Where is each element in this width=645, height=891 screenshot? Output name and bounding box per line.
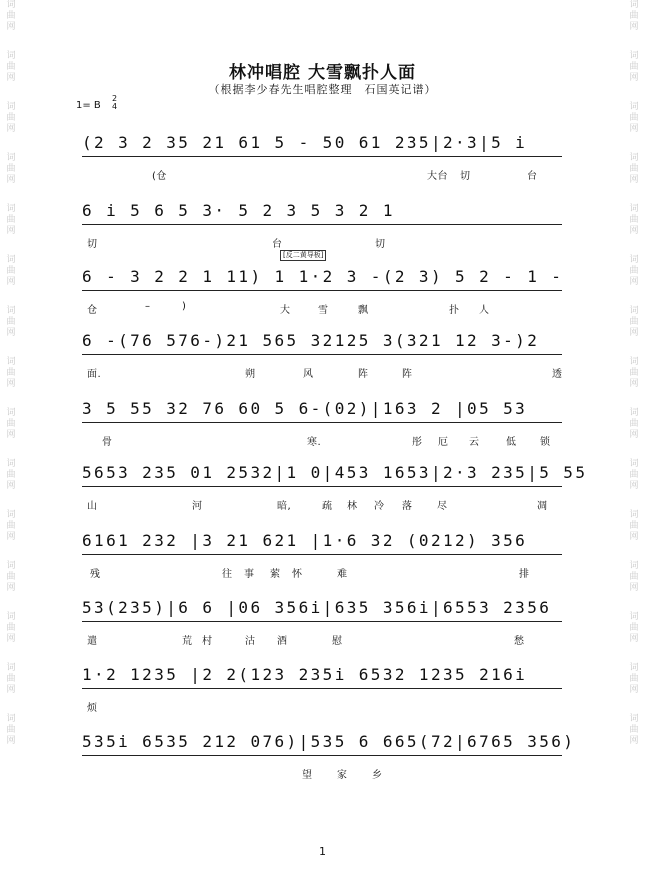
meter-top: 2	[112, 94, 118, 103]
lyric-char: 低	[506, 437, 517, 448]
lyric-char: 往	[222, 569, 233, 580]
notation-line: 6 -(76 576-)21 565 32125 3(321 12 3-)2	[82, 330, 562, 355]
lyric-line	[82, 365, 562, 379]
section-tag: [反二黄导板]	[280, 250, 326, 261]
notation-row	[82, 266, 562, 315]
lyric-char: 面.	[87, 369, 102, 380]
lyric-char: 人	[479, 305, 490, 316]
lyric-line	[82, 632, 562, 646]
lyric-char: 事	[244, 569, 255, 580]
lyric-char: 难	[337, 569, 348, 580]
lyric-char: 慰	[332, 636, 343, 647]
page-number: 1	[319, 845, 326, 858]
notation-row	[82, 530, 562, 579]
page-subtitle: （根据李少春先生唱腔整理 石国英记谱）	[208, 83, 437, 96]
lyric-char: –	[145, 301, 151, 312]
lyric-char: 大	[280, 305, 291, 316]
lyric-char: 风	[303, 369, 314, 380]
notation-line: 6161 232 |3 21 621 |1·6 32 (0212) 356	[82, 530, 562, 555]
lyric-char: 台	[272, 239, 283, 250]
lyric-char: 厄	[438, 437, 449, 448]
lyric-char: 仓	[87, 305, 98, 316]
watermark-right: 词曲网 词曲网 词曲网 词曲网 词曲网 词曲网 词曲网 词曲网 词曲网 词曲网 词曲网 词曲网 词曲网 词曲网 词曲网	[629, 0, 639, 746]
lyric-char: 暗,	[277, 501, 292, 512]
lyric-line	[82, 766, 562, 780]
lyric-char: 云	[469, 437, 480, 448]
lyric-line	[82, 565, 562, 579]
lyric-char: 雪	[318, 305, 329, 316]
lyric-char: 切	[375, 239, 386, 250]
lyric-char: 沽	[245, 636, 256, 647]
lyric-char: 切	[460, 171, 471, 182]
lyric-char: 酒	[277, 636, 288, 647]
notation-row	[82, 132, 562, 181]
lyric-char: (仓	[152, 171, 167, 182]
notation-line: 6 i 5 6 5 3· 5 2 3 5 3 2 1	[82, 200, 562, 225]
lyric-char: 河	[192, 501, 203, 512]
lyric-char: 彤	[412, 437, 423, 448]
lyric-char: 疏	[322, 501, 333, 512]
lyric-line	[82, 497, 562, 511]
notation-row	[82, 597, 562, 646]
notation-row	[82, 200, 562, 249]
notation-row	[82, 462, 588, 512]
lyric-char: 遣	[87, 636, 98, 647]
notation-line: 535i 6535 212 076)|535 6 665(72|6765 356)	[82, 731, 562, 756]
lyric-char: )	[182, 301, 187, 312]
meter-bottom: 4	[112, 102, 118, 111]
notation-line: 1·2 1235 |2 2(123 235i 6532 1235 216i	[82, 664, 562, 689]
lyric-char: 乡	[372, 770, 383, 781]
lyric-char: 透	[552, 369, 563, 380]
lyric-char: 山	[87, 501, 98, 512]
lyric-char: 排	[519, 569, 530, 580]
lyric-char: 尽	[437, 501, 448, 512]
lyric-char: 望	[302, 770, 313, 781]
notation-row	[82, 664, 562, 713]
lyric-char: 朔	[245, 369, 256, 380]
lyric-char: 林	[347, 501, 358, 512]
lyric-char: 冷	[374, 501, 385, 512]
lyric-line	[82, 167, 562, 181]
lyric-char: 家	[337, 770, 348, 781]
lyric-line	[82, 699, 562, 713]
lyric-line	[82, 433, 562, 447]
lyric-char: 锁	[540, 437, 551, 448]
lyric-char: 飘	[358, 305, 369, 316]
notation-line: 53(235)|6 6 |06 356i|635 356i|6553 2356	[82, 597, 562, 622]
lyric-char: 落	[402, 501, 413, 512]
lyric-char: 凋	[537, 501, 548, 512]
key-signature: 1= B	[76, 100, 101, 111]
lyric-char: 大台	[427, 171, 448, 182]
lyric-char: 骨	[102, 437, 113, 448]
notation-row	[82, 731, 576, 781]
lyric-char: 台	[527, 171, 538, 182]
watermark-left: 词曲网 词曲网 词曲网 词曲网 词曲网 词曲网 词曲网 词曲网 词曲网 词曲网 词曲网 词曲网 词曲网 词曲网 词曲网	[6, 0, 16, 746]
notation-line: 6 - 3 2 2 1 11) 1 1·2 3 -(2 3) 5 2 - 1 -	[82, 266, 562, 291]
notation-line: 5653 235 01 2532|1 0|453 1653|2·3 235|5 55	[82, 462, 562, 487]
notation-row	[82, 330, 562, 379]
lyric-char: 寒.	[307, 437, 322, 448]
lyric-char: 扑	[449, 305, 460, 316]
lyric-char: 烦	[87, 703, 98, 714]
lyric-char: 萦	[270, 569, 281, 580]
page-title: 林冲唱腔 大雪飘扑人面	[229, 63, 416, 83]
lyric-char: 愁	[514, 636, 525, 647]
lyric-char: 村	[202, 636, 213, 647]
notation-line: (2 3 2 35 21 61 5 - 50 61 235|2·3|5 i	[82, 132, 562, 157]
lyric-char: 阵	[358, 369, 369, 380]
lyric-line	[82, 301, 562, 315]
notation-line: 3 5 55 32 76 60 5 6-(02)|163 2 |05 53	[82, 398, 562, 423]
time-signature	[112, 95, 117, 111]
lyric-char: 残	[90, 569, 101, 580]
lyric-char: 阵	[402, 369, 413, 380]
notation-row	[82, 398, 562, 447]
lyric-char: 荒	[182, 636, 193, 647]
lyric-char: 切	[87, 239, 98, 250]
lyric-line	[82, 235, 562, 249]
lyric-char: 怀	[292, 569, 303, 580]
